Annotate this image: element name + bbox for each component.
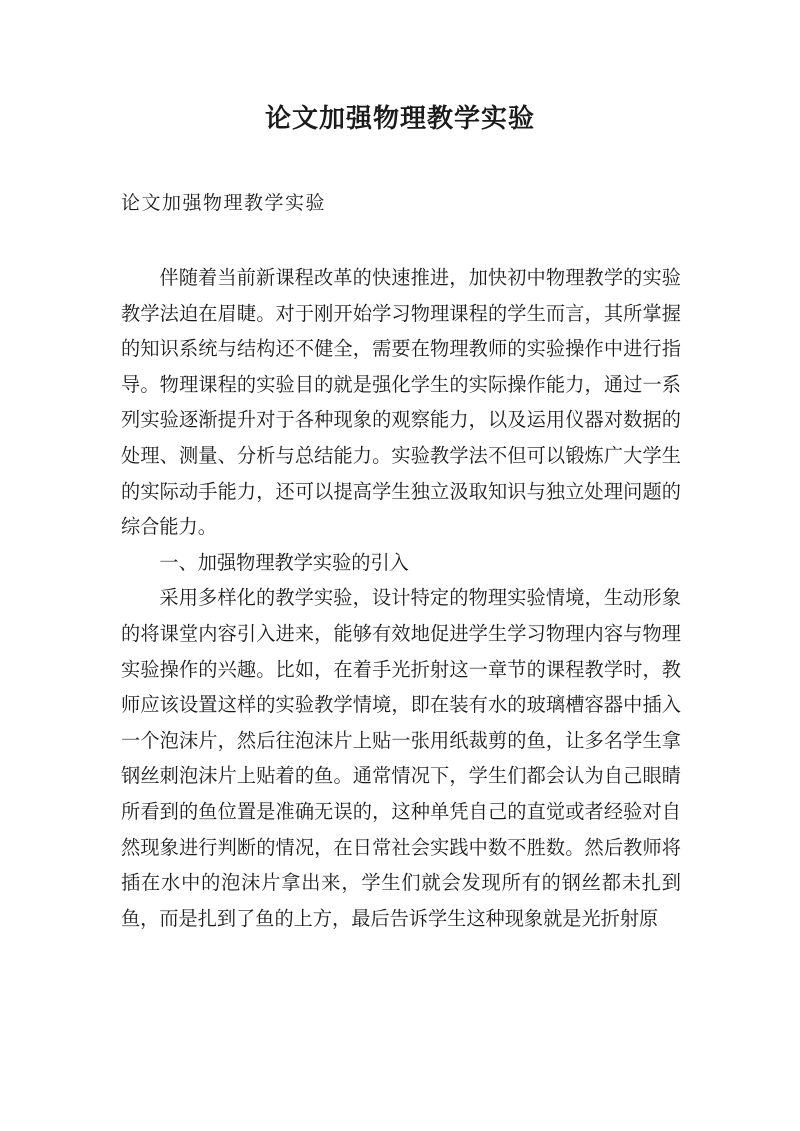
document-title: 论文加强物理教学实验 — [264, 104, 535, 134]
section-heading: 一、加强物理教学实验的引入 — [159, 550, 409, 574]
paragraph-section-1: 采用多样化的教学实验，设计特定的物理实验情境，生动形象的将课堂内容引入进来，能够有效地促进学生学习物理内容与物理实验操作的兴趣。比如，在着手光折射这一章节的课程教学时，教师应该设置这样的实验教学情境，即在装有水的玻璃槽容器中插入一个泡沫片，然后往泡沫片上贴一张用纸裁剪的鱼，让多名学生拿钢丝刺泡沫片上贴着的鱼。通常情况下，学生们都会认为自己眼睛所看到的鱼位置是准确无误的，这种单凭自己的直觉或者经验对自然现象进行判断的情况，在日常社会实践中数不胜数。然后教师将插在水中的泡沫片拿出来，学生们就会发现所有的钢丝都未扎到鱼，而是扎到了鱼的上方，最后告诉学生这种现象就是光折射原 — [121, 586, 681, 930]
paragraph-intro: 伴随着当前新课程改革的快速推进，加快初中物理教学的实验教学法迫在眉睫。对于刚开始学习物理课程的学生而言，其所掌握的知识系统与结构还不健全，需要在物理教师的实验操作中进行指导。物理课程的实验目的就是强化学生的实际操作能力，通过一系列实验逐渐提升对于各种现象的观察能力，以及运用仪器对数据的处理、测量、分析与总结能力。实验教学法不但可以锻炼广大学生的实际动手能力，还可以提高学生独立汲取知识与独立处理问题的综合能力。 — [121, 266, 681, 539]
document-subtitle: 论文加强物理教学实验 — [121, 192, 327, 214]
document-body — [121, 260, 681, 936]
